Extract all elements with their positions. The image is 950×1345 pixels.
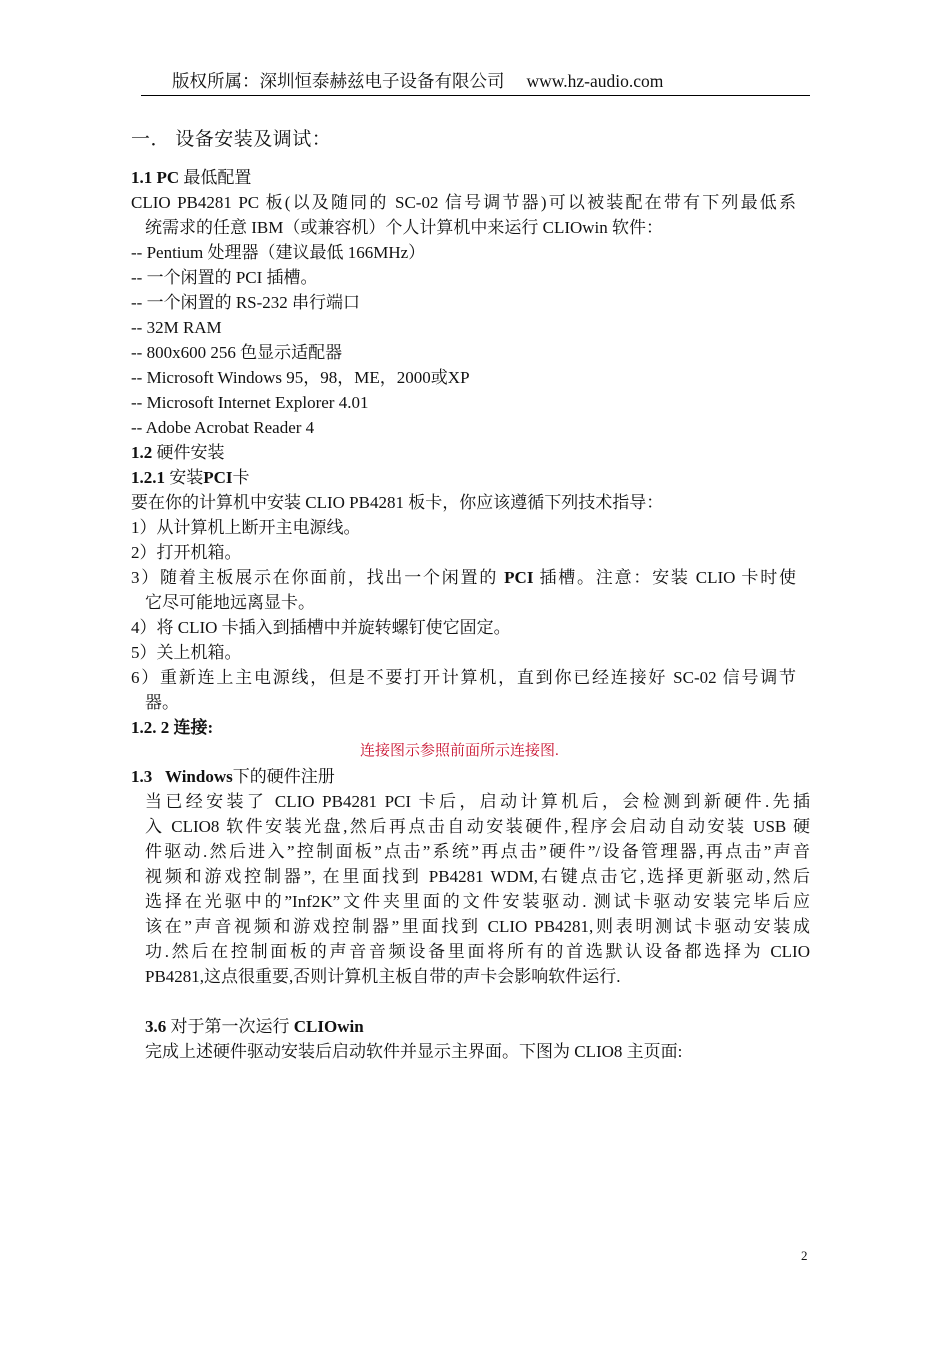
install-step: 1）从计算机上断开主电源线。 xyxy=(131,518,361,537)
heading-3-6-num: 3.6 xyxy=(145,1017,167,1036)
heading-1-2-1-post: 卡 xyxy=(232,468,250,487)
heading-1-2 xyxy=(131,441,225,465)
para-1-2-1-intro: 要在你的计算机中安装 CLIO PB4281 板卡，你应该遵循下列技术指导： xyxy=(131,493,664,512)
para-1-3-line: 视频和游戏控制器”, 在里面找到 PB4281 WDM,右键点击它,选择更新驱动,然后 xyxy=(145,867,810,886)
heading-1-2-num: 1.2 xyxy=(131,443,153,462)
para-1-1-line1: CLIO PB4281 PC 板(以及随同的 SC-02 信号调节器)可以被装配在带有下列最低系 xyxy=(131,193,796,212)
requirement-item: -- Pentium 处理器（建议最低 166MHz） xyxy=(131,243,426,262)
para-1-3-line: 功.然后在控制面板的声音音频设备里面将所有的首选默认设备都选择为 CLIO xyxy=(145,942,810,961)
page-header xyxy=(172,68,663,93)
heading-3-6 xyxy=(145,1015,364,1039)
para-1-3-line: 当已经安装了 CLIO PB4281 PCI 卡后，启动计算机后，会检测到新硬件.先插 xyxy=(145,792,810,811)
requirement-item: -- Microsoft Internet Explorer 4.01 xyxy=(131,393,369,412)
heading-1-2-2-text: 连接: xyxy=(173,718,214,737)
requirement-item: -- 32M RAM xyxy=(131,318,222,337)
requirement-item: -- 一个闲置的 PCI 插槽。 xyxy=(131,268,318,287)
heading-3-6-bold: CLIOwin xyxy=(293,1017,364,1036)
header-divider xyxy=(141,95,810,96)
para-1-3-line: 件驱动.然后进入”控制面板”点击”系统”再点击”硬件”/设备管理器,再点击”声音 xyxy=(145,842,810,861)
install-step-continued: 器。 xyxy=(145,693,179,712)
step3-post: 插槽。注意：安装 CLIO 卡时使 xyxy=(533,568,796,587)
para-1-3-line: 该在”声音视频和游戏控制器”里面找到 CLIO PB4281,则表明测试卡驱动安装成 xyxy=(145,917,810,936)
heading-1-2-1-pre: 安装 xyxy=(169,468,204,487)
requirement-item: -- 800x600 256 色显示适配器 xyxy=(131,343,343,362)
heading-1-2-text: 硬件安装 xyxy=(156,443,225,462)
heading-1-1-num: 1.1 PC xyxy=(131,168,180,187)
heading-1-1-text: 最低配置 xyxy=(183,168,252,187)
heading-3-6-text: 对于第一次运行 xyxy=(170,1017,290,1036)
heading-1-2-2 xyxy=(131,716,213,740)
install-step xyxy=(131,566,796,590)
requirement-item: -- Microsoft Windows 95，98，ME，2000或XP xyxy=(131,368,470,387)
page-number: 2 xyxy=(801,1248,808,1263)
section-title: 一． 设备安装及调试： xyxy=(131,129,332,150)
heading-1-3-text: 下的硬件注册 xyxy=(232,767,335,786)
install-step: 2）打开机箱。 xyxy=(131,543,242,562)
heading-1-2-2-num: 1.2. 2 xyxy=(131,718,170,737)
para-1-3-line: 选择在光驱中的”Inf2K”文件夹里面的文件安装驱动. 测试卡驱动安装完毕后应 xyxy=(145,892,810,911)
install-step: 4）将 CLIO 卡插入到插槽中并旋转螺钉使它固定。 xyxy=(131,618,511,637)
heading-1-2-1-num: 1.2.1 xyxy=(131,468,165,487)
install-step: 6）重新连上主电源线，但是不要打开计算机，直到你已经连接好 SC-02 信号调节 xyxy=(131,668,796,687)
step3-bold: PCI xyxy=(504,568,534,587)
heading-1-3-bold: Windows xyxy=(165,767,233,786)
heading-1-2-1 xyxy=(131,466,250,490)
para-1-3-line: PB4281,这点很重要,否则计算机主板自带的声卡会影响软件运行. xyxy=(145,967,621,986)
heading-1-3 xyxy=(131,765,335,789)
install-step-continued: 它尽可能地远离显卡。 xyxy=(145,593,315,612)
para-3-6: 完成上述硬件驱动安装后启动软件并显示主界面。下图为 CLIO8 主页面: xyxy=(145,1042,683,1061)
para-1-3-line: 入 CLIO8 软件安装光盘,然后再点击自动安装硬件,程序会启动自动安装 USB 硬 xyxy=(145,817,810,836)
header-url: www.hz-audio.com xyxy=(526,71,664,91)
requirement-item: -- Adobe Acrobat Reader 4 xyxy=(131,418,315,437)
heading-1-2-1-bold: PCI xyxy=(203,468,233,487)
install-step: 5）关上机箱。 xyxy=(131,643,242,662)
connection-note: 连接图示参照前面所示连接图. xyxy=(360,743,559,759)
para-1-1-line2: 统需求的任意 IBM（或兼容机）个人计算机中来运行 CLIOwin 软件： xyxy=(145,218,664,237)
heading-1-3-num: 1.3 xyxy=(131,767,153,786)
requirement-item: -- 一个闲置的 RS-232 串行端口 xyxy=(131,293,361,312)
heading-1-1 xyxy=(131,166,251,190)
header-title: 版权所属：深圳恒泰赫兹电子设备有限公司 xyxy=(172,71,505,91)
step3-pre: 3）随着主板展示在你面前，找出一个闲置的 xyxy=(131,568,505,587)
